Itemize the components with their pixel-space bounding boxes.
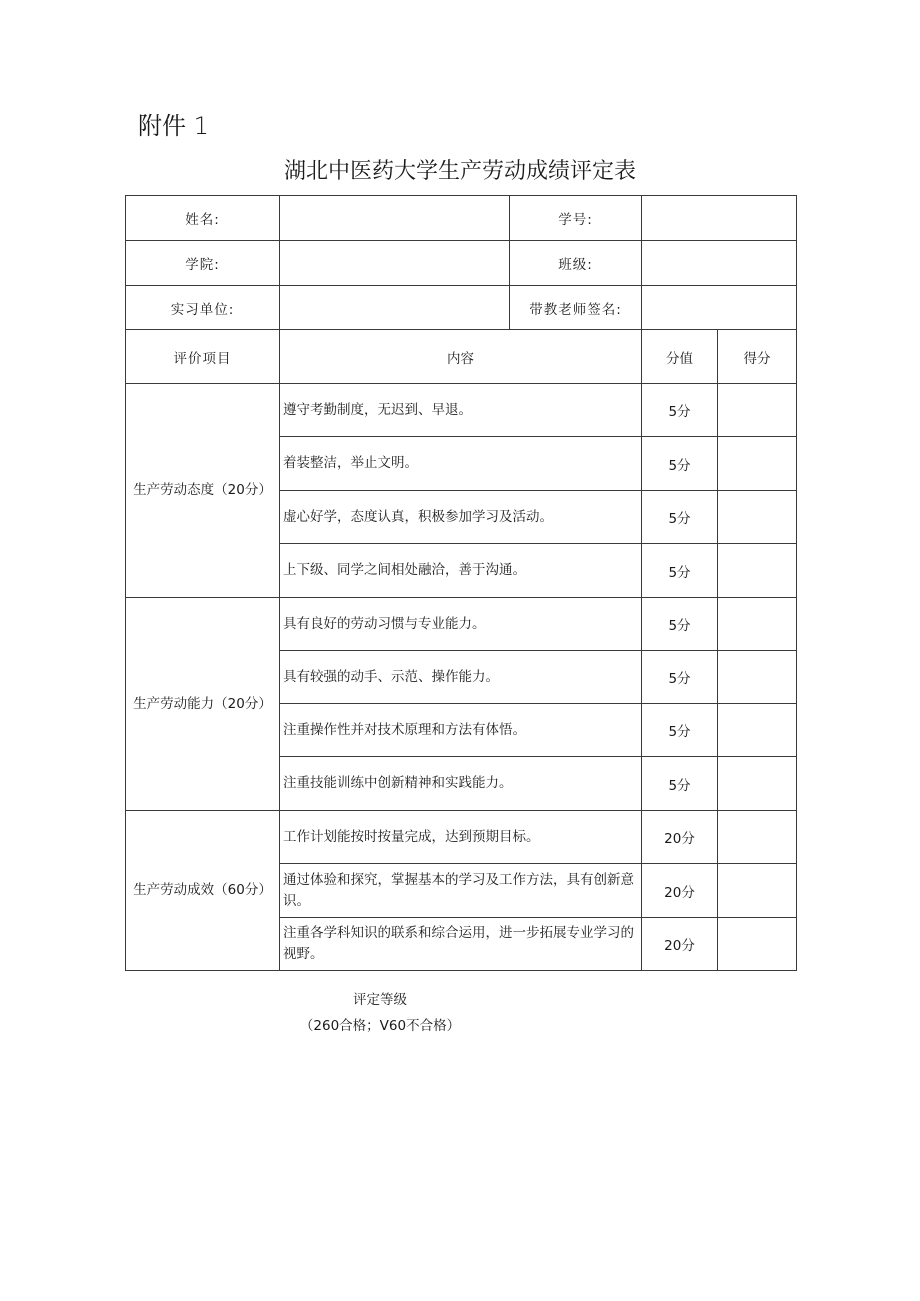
group-label-ability: 生产劳动能力（20分） [126,598,280,811]
score-field[interactable] [718,384,797,437]
criterion-content: 着装整洁，举止文明。 [280,437,642,491]
student-id-label: 学号: [510,196,642,241]
column-header-item: 评价项目 [126,330,280,384]
score-field[interactable] [718,864,797,918]
name-field[interactable] [280,196,510,241]
class-label: 班级: [510,241,642,286]
criterion-points: 20分 [642,811,718,864]
criterion-content: 具有较强的动手、示范、操作能力。 [280,651,642,704]
score-field[interactable] [718,811,797,864]
criterion-points: 5分 [642,704,718,757]
score-field[interactable] [718,544,797,598]
score-field[interactable] [718,437,797,491]
grade-rule: （260合格；V60不合格） [299,1018,461,1034]
student-id-field[interactable] [642,196,797,241]
criterion-content: 通过体验和探究，掌握基本的学习及工作方法，具有创新意识。 [280,864,642,918]
criterion-points: 5分 [642,491,718,544]
criterion-content: 工作计划能按时按量完成，达到预期目标。 [280,811,642,864]
teacher-sign-label: 带教老师签名: [510,286,642,330]
college-field[interactable] [280,241,510,286]
group-label-attitude: 生产劳动态度（20分） [126,384,280,598]
criterion-points: 5分 [642,757,718,811]
score-field[interactable] [718,598,797,651]
unit-field[interactable] [280,286,510,330]
grade-label: 评定等级 [353,992,407,1008]
group-label-effectiveness: 生产劳动成效（60分） [126,811,280,971]
criterion-content: 虚心好学，态度认真，积极参加学习及活动。 [280,491,642,544]
criterion-points: 5分 [642,384,718,437]
criterion-points: 20分 [642,864,718,918]
score-field[interactable] [718,651,797,704]
attachment-label: 附件 1 [138,112,209,140]
criterion-content: 注重各学科知识的联系和综合运用，进一步拓展专业学习的视野。 [280,918,642,971]
criterion-content: 具有良好的劳动习惯与专业能力。 [280,598,642,651]
criterion-content: 注重技能训练中创新精神和实践能力。 [280,757,642,811]
score-field[interactable] [718,918,797,971]
criterion-content: 遵守考勤制度，无迟到、早退。 [280,384,642,437]
unit-label: 实习单位: [126,286,280,330]
class-field[interactable] [642,241,797,286]
column-header-score: 得分 [718,330,797,384]
criterion-content: 注重操作性并对技术原理和方法有体悟。 [280,704,642,757]
score-field[interactable] [718,704,797,757]
criterion-content: 上下级、同学之间相处融洽，善于沟通。 [280,544,642,598]
score-field[interactable] [718,757,797,811]
teacher-sign-field[interactable] [642,286,797,330]
criterion-points: 5分 [642,598,718,651]
column-header-content: 内容 [280,330,642,384]
criterion-points: 5分 [642,437,718,491]
criterion-points: 5分 [642,651,718,704]
score-field[interactable] [718,491,797,544]
form-title: 湖北中医药大学生产劳动成绩评定表 [283,159,636,184]
criterion-points: 5分 [642,544,718,598]
college-label: 学院: [126,241,280,286]
column-header-score-value: 分值 [642,330,718,384]
criterion-points: 20分 [642,918,718,971]
evaluation-table [125,195,797,971]
name-label: 姓名: [126,196,280,241]
